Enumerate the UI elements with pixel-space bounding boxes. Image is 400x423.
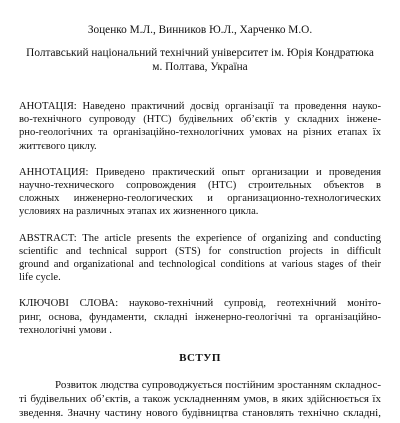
abstract-eng-line: ground and organizational and technological conditions at various stages of their [19,259,381,271]
section-heading: ВСТУП [179,352,221,365]
abstract-rus-line: сложных инженерно-геологических и организационно-технологических [19,193,381,205]
authors-line: Зоценко М.Л., Винников Ю.Л., Харченко М.О. [87,24,313,36]
abstract-ukr-line: життєвого циклу. [19,140,97,152]
abstract-ukr-line: АНОТАЦІЯ: Наведено практичний досвід організації та проведення науко- [19,101,381,112]
keywords-line: технологічні умови . [19,324,112,336]
body-line: Розвиток людства супроводжується постійним зростанням складнос- [55,379,381,392]
abstract-eng-line: life cycle. [19,272,61,284]
abstract-ukr-line: рно-геологічних та організаційно-технологічних умовах на різних етапах їх [19,127,381,139]
affiliation-city: м. Полтава, Україна [152,61,248,73]
abstract-english [19,232,381,285]
abstract-russian [19,166,381,219]
abstract-rus-line: условиях на различных этапах их жизненного цикла. [19,206,259,218]
affiliation-block [19,46,381,74]
abstract-eng-line: scientific and technical support (STS) for construction projects in difficult [19,245,381,257]
document-page [0,23,400,423]
keywords [19,297,381,337]
keywords-line: КЛЮЧОВІ СЛОВА: науково-технічний супровід, геотехнічний моніто- [19,298,381,310]
abstract-rus-line: АННОТАЦИЯ: Приведено практический опыт организации и проведения [19,166,381,178]
body-line: ті будівельних об’єктів, а також ускладненням умов, в яких здійснюється їх [19,393,381,406]
abstract-rus-line: научно-технического сопровождения (НТС) строительных объектов в [19,180,381,192]
abstract-eng-line: ABSTRACT: The article presents the experience of organizing and conducting [19,232,381,244]
abstract-ukrainian [19,100,381,153]
section-body [19,378,381,420]
body-line: зведення. Значну частину нового будівництва становлять технічно складні, [19,407,381,420]
affiliation-university: Полтавський національний технічний університет ім. Юрія Кондратюка [26,47,374,59]
keywords-line: ринг, основа, фундаменти, складні інженерно-геологічні та організаційно- [19,311,381,323]
abstract-ukr-line: во-технічного супроводу (НТС) будівельних об’єктів у складних інжене- [19,114,381,126]
